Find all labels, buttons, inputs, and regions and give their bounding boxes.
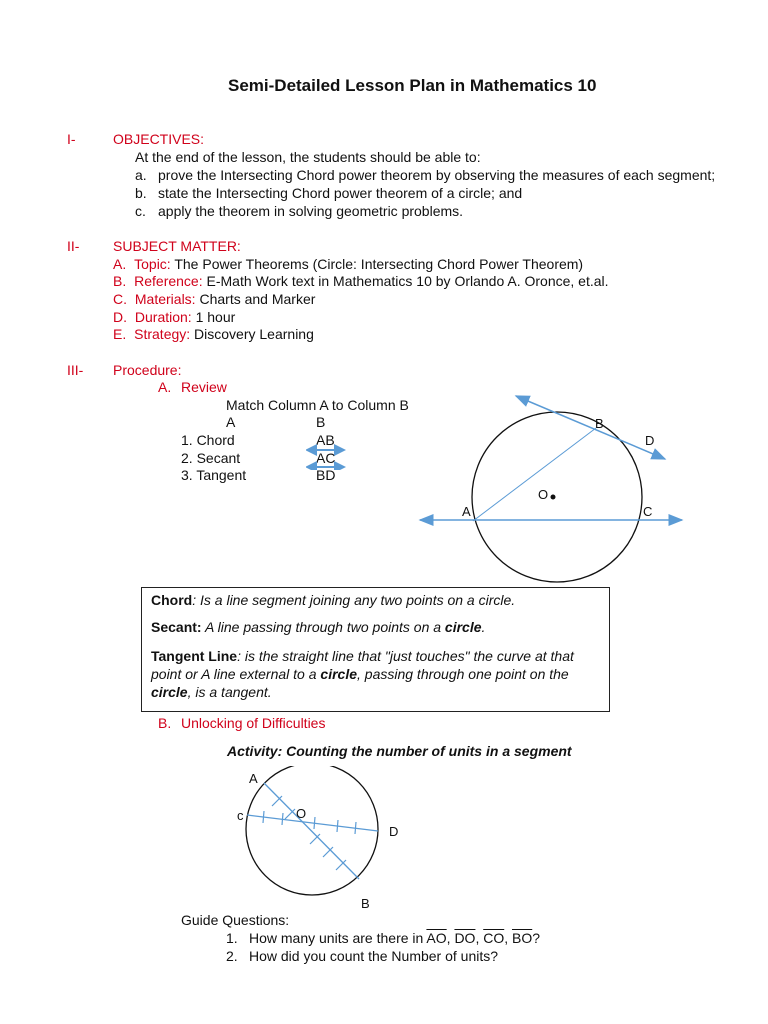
objective-b-marker: b. [135, 185, 147, 201]
subject-item-strategy [113, 326, 314, 343]
subject-label: Topic: [134, 256, 171, 272]
guide-heading: Guide Questions: [181, 912, 290, 928]
match-answer: AB [316, 432, 335, 448]
center-point [551, 495, 556, 500]
point-label-b: B [595, 416, 604, 431]
segment-arrows [306, 444, 346, 470]
section-2-heading: SUBJECT MATTER: [113, 238, 241, 254]
unit-ticks [263, 796, 356, 870]
subject-marker: B. [113, 273, 127, 289]
subject-item-reference [113, 273, 609, 290]
tangent-def: , is a tangent. [187, 684, 272, 700]
column-a-header: A [226, 414, 236, 430]
secant-def: A line passing through two points on a [201, 619, 445, 635]
subject-label: Duration: [134, 309, 192, 325]
point-label-o: O [538, 487, 549, 502]
match-answer: BD [316, 467, 336, 483]
secant-definition [151, 619, 485, 636]
subject-item-materials [113, 291, 315, 308]
review-marker: A. [158, 379, 172, 395]
chord-def: : Is a line segment joining any two points on a circle. [192, 592, 516, 608]
tangent-def-bold: circle [320, 666, 357, 682]
secant-term: Secant: [151, 619, 202, 635]
tangent-line [516, 396, 665, 459]
subject-label: Strategy: [134, 326, 191, 342]
point-label-c: C [643, 504, 653, 519]
tangent-def: point or A line external to a [151, 666, 321, 682]
subject-marker: A. [113, 256, 127, 272]
chord-definition [151, 592, 515, 609]
secant-def-end: . [481, 619, 486, 635]
point-label-d: D [389, 824, 399, 839]
match-term: 1. Chord [181, 432, 235, 448]
subject-value: Charts and Marker [199, 291, 316, 307]
point-label-b: B [361, 896, 370, 911]
section-1-number: I- [67, 131, 76, 147]
segment-ao: $\overline{AO}$ [426, 930, 447, 946]
objective-a-text: prove the Intersecting Chord power theorem by observing the measures of each segment; [158, 167, 716, 183]
subject-marker: C. [113, 291, 127, 307]
question-1: How many units are there in $\overline{AO}$, $\overline{DO}$, $\overline{CO}$, $\overline{BO}$? [249, 930, 541, 946]
activity-title: Activity: Counting the number of units in a segment [227, 743, 572, 759]
subject-value: Discovery Learning [194, 326, 314, 342]
subject-value: The Power Theorems (Circle: Intersecting Chord Power Theorem) [174, 256, 584, 272]
question-2-marker: 2. [226, 948, 238, 964]
section-3-heading: Procedure: [113, 362, 182, 378]
unlocking-heading: Unlocking of Difficulties [181, 715, 326, 731]
subject-value: 1 hour [195, 309, 236, 325]
definitions-box [141, 587, 610, 712]
question-2: How did you count the Number of units? [249, 948, 499, 964]
subject-item-topic [113, 256, 583, 273]
activity-circle-figure [226, 766, 416, 916]
match-term: 2. Secant [181, 450, 241, 466]
section-2-number: II- [67, 238, 80, 254]
review-circle-figure [410, 388, 710, 588]
chord-term: Chord [151, 592, 193, 608]
section-1-heading: OBJECTIVES: [113, 131, 205, 147]
segment-co: $\overline{CO}$ [483, 930, 505, 946]
page-title: Semi-Detailed Lesson Plan in Mathematics 10 [228, 76, 597, 95]
objectives-intro: At the end of the lesson, the students should be able to: [135, 149, 481, 165]
point-label-o: O [296, 806, 307, 821]
match-answer: AC [316, 450, 336, 466]
objective-c-text: apply the theorem in solving geometric problems. [158, 203, 464, 219]
subject-marker: E. [113, 326, 127, 342]
objective-c-marker: c. [135, 203, 146, 219]
secant-def-bold: circle [444, 619, 482, 635]
subject-label: Materials: [134, 291, 196, 307]
match-instruction: Match Column A to Column B [226, 397, 409, 413]
question-1-text: How many units are there in [249, 930, 427, 946]
objective-b-text: state the Intersecting Chord power theorem of a circle; and [158, 185, 523, 201]
subject-value: E-Math Work text in Mathematics 10 by Orlando A. Oronce, et.al. [206, 273, 609, 289]
column-b-header: B [316, 414, 326, 430]
point-label-a: A [249, 771, 258, 786]
subject-marker: D. [113, 309, 127, 325]
review-heading: Review [181, 379, 227, 395]
segment-do: $\overline{DO}$ [454, 930, 476, 946]
tangent-def-bold: circle [151, 684, 188, 700]
tangent-term: Tangent Line [151, 648, 238, 664]
match-term: 3. Tangent [181, 467, 247, 483]
tangent-def: : is the straight line that "just touches" the curve at that [237, 648, 574, 664]
unlocking-marker: B. [158, 715, 172, 731]
subject-item-duration [113, 309, 235, 326]
tangent-definition-line1 [151, 648, 574, 665]
objective-a-marker: a. [135, 167, 147, 183]
section-3-number: III- [67, 362, 84, 378]
point-label-a: A [462, 504, 471, 519]
question-1-end: ? [532, 930, 541, 946]
point-label-d: D [645, 433, 655, 448]
chord-ab [264, 783, 359, 879]
tangent-definition-line2 [151, 666, 569, 683]
chord-cd [247, 815, 378, 831]
subject-label: Reference: [134, 273, 203, 289]
tangent-definition-line3 [151, 684, 272, 701]
question-1-marker: 1. [226, 930, 238, 946]
point-label-c: c [237, 808, 244, 823]
tangent-def: , passing through one point on the [357, 666, 569, 682]
circle [472, 412, 642, 582]
segment-bo: $\overline{BO}$ [512, 930, 533, 946]
